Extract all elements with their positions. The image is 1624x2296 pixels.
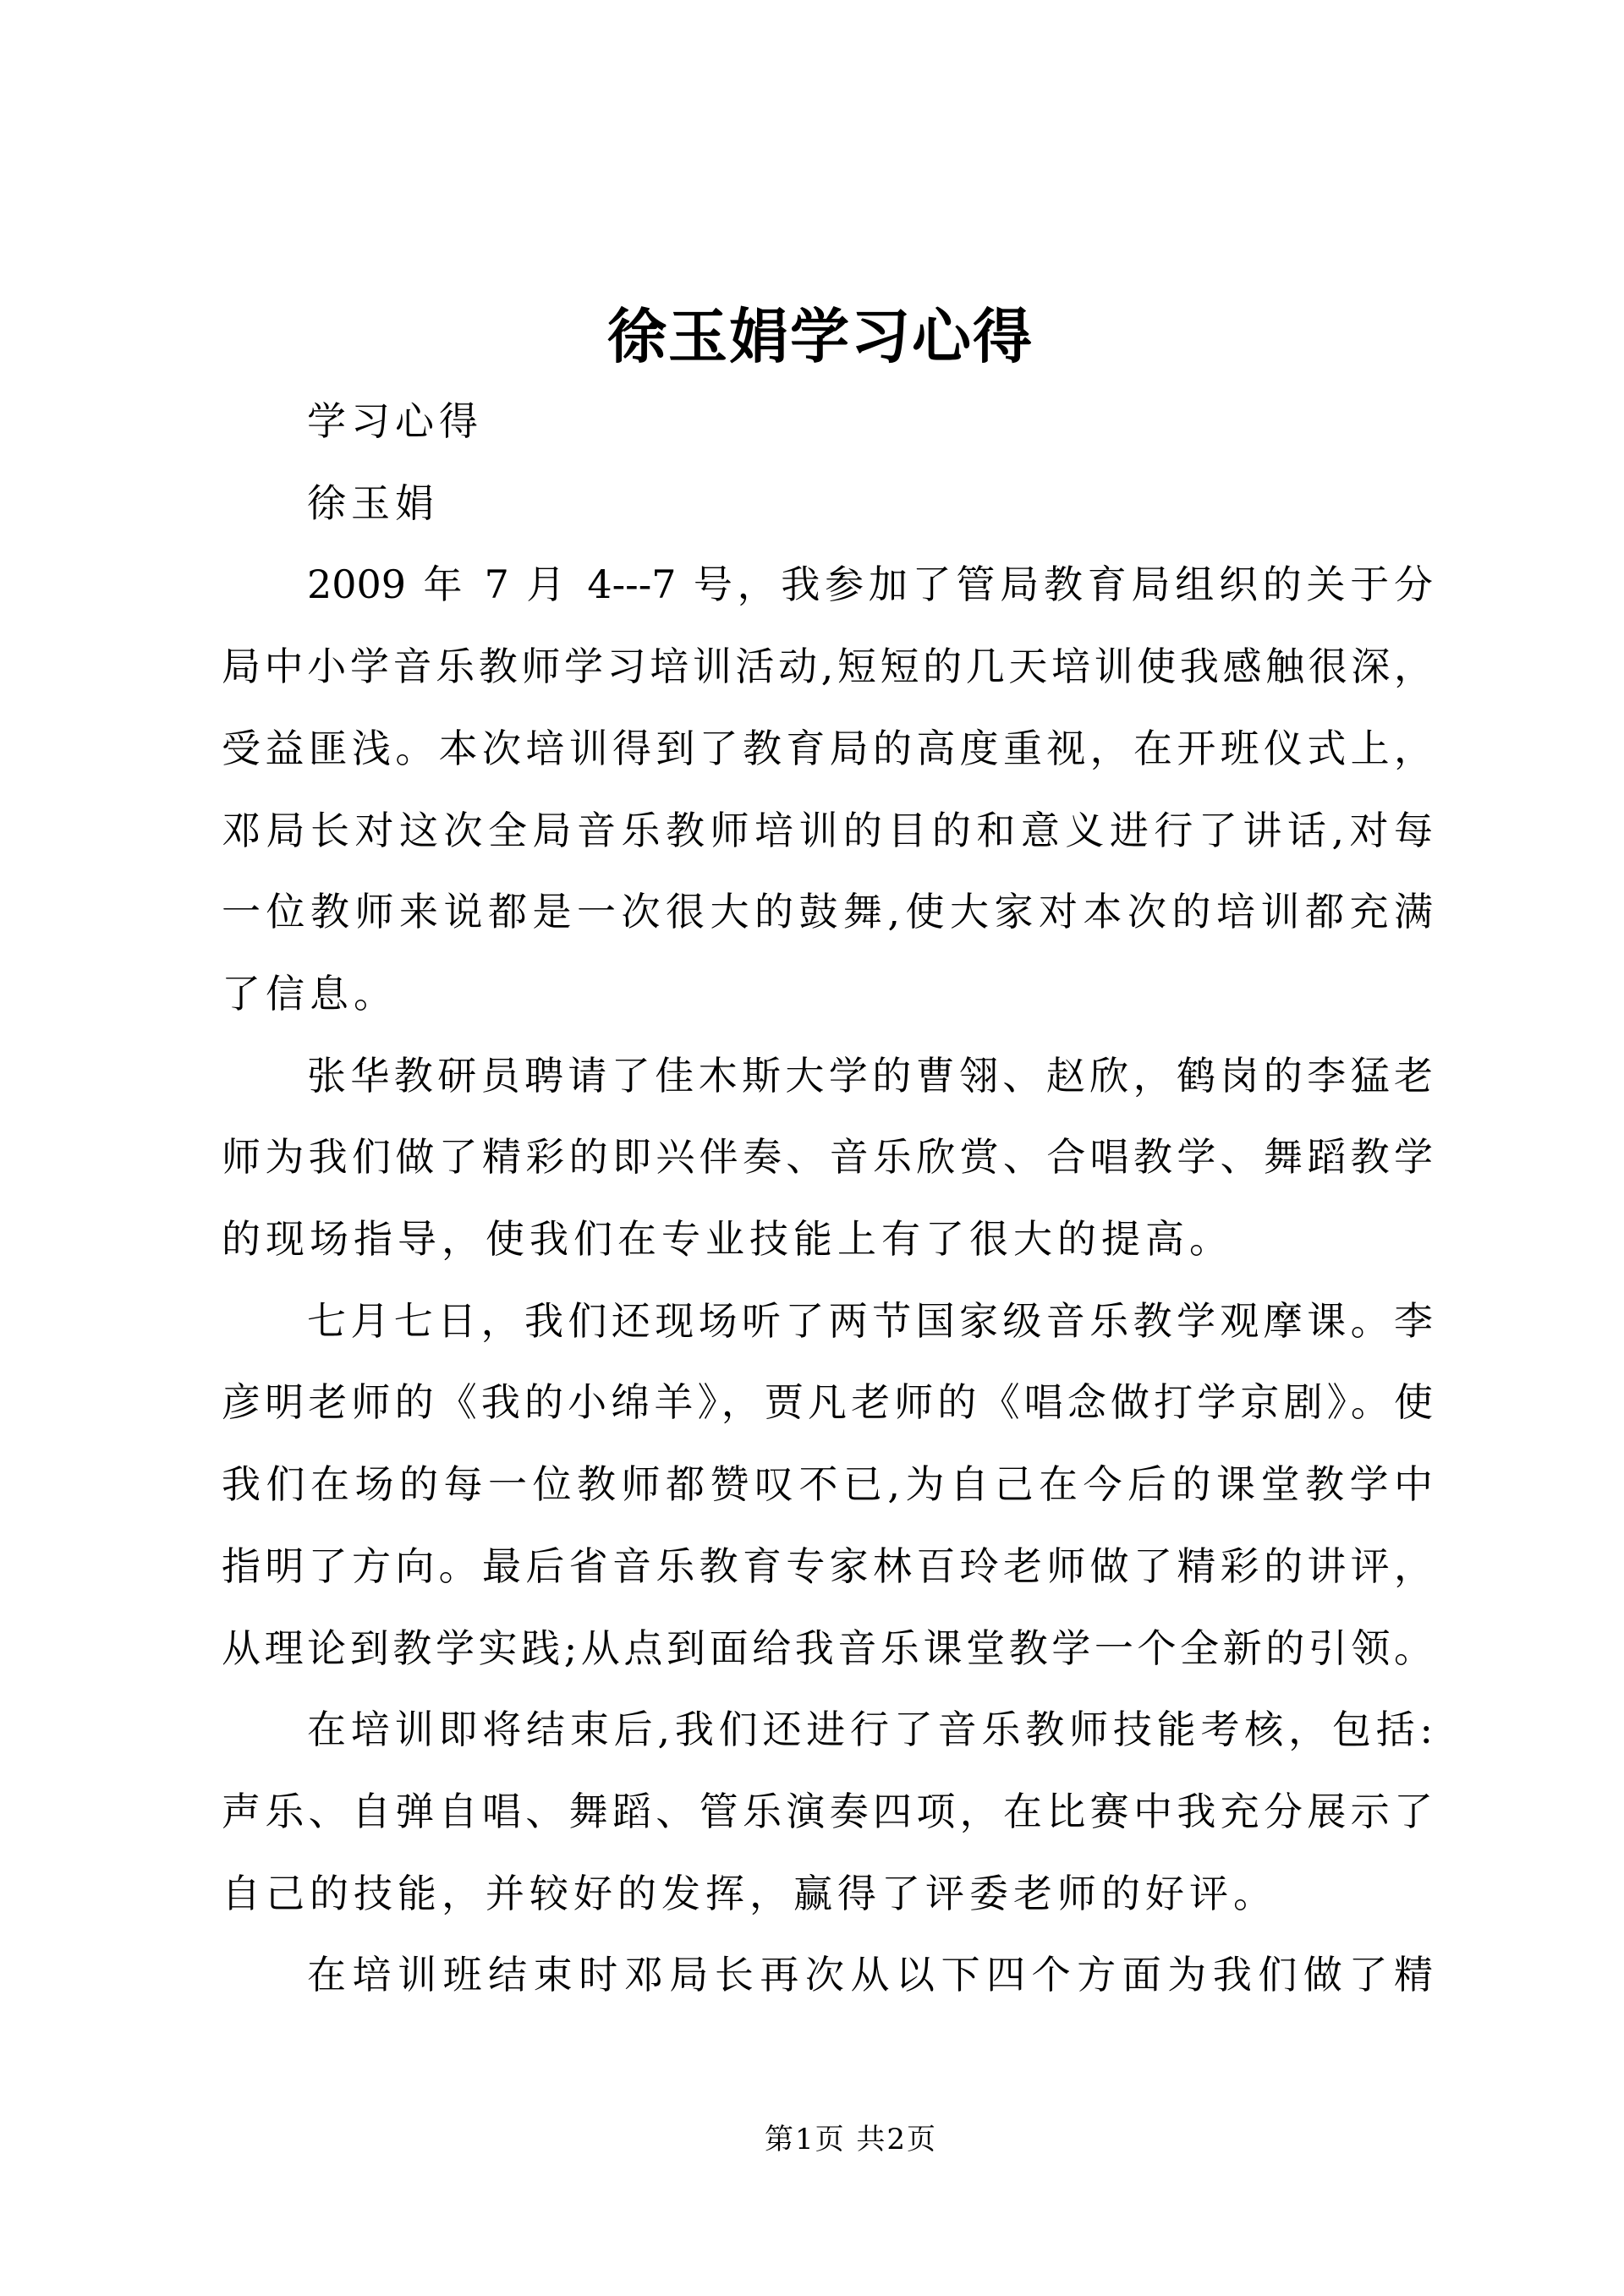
paragraph-4-line: 自己的技能，并较好的发挥，赢得了评委老师的好评。 bbox=[222, 1871, 1277, 1916]
subtitle-line: 学习心得 bbox=[307, 398, 483, 444]
paragraph-2-line: 张华教研员聘请了佳木斯大学的曹翎、赵欣，鹤岗的李猛老 bbox=[307, 1053, 1433, 1099]
paragraph-4-line: 在培训即将结束后,我们还进行了音乐教师技能考核，包括: bbox=[307, 1707, 1433, 1752]
paragraph-1-line: 受益匪浅。本次培训得到了教育局的高度重视，在开班仪式上， bbox=[222, 726, 1433, 771]
page-number-footer: 第1页 共2页 bbox=[764, 2123, 938, 2156]
paragraph-3-line: 七月七日，我们还现场听了两节国家级音乐教学观摩课。李 bbox=[307, 1298, 1433, 1344]
paragraph-5-line: 在培训班结束时邓局长再次从以下四个方面为我们做了精 bbox=[307, 1952, 1433, 1997]
paragraph-3-line: 指明了方向。最后省音乐教育专家林百玲老师做了精彩的讲评， bbox=[222, 1543, 1433, 1589]
paragraph-1-line: 局中小学音乐教师学习培训活动,短短的几天培训使我感触很深， bbox=[222, 644, 1433, 689]
paragraph-1-line: 了信息。 bbox=[222, 971, 398, 1016]
paragraph-3-line: 彦明老师的《我的小绵羊》，贾凡老师的《唱念做打学京剧》。使 bbox=[222, 1379, 1433, 1425]
document-title: 徐玉娟学习心得 bbox=[607, 301, 1034, 371]
paragraph-1-line: 邓局长对这次全局音乐教师培训的目的和意义进行了讲话,对每 bbox=[222, 808, 1433, 853]
paragraph-3-line: 从理论到教学实践;从点到面给我音乐课堂教学一个全新的引领。 bbox=[222, 1625, 1433, 1671]
author-line: 徐玉娟 bbox=[307, 480, 439, 526]
paragraph-1-line: 一位教师来说都是一次很大的鼓舞,使大家对本次的培训都充满 bbox=[222, 889, 1433, 934]
paragraph-3-line: 我们在场的每一位教师都赞叹不已,为自己在今后的课堂教学中 bbox=[222, 1461, 1433, 1507]
paragraph-2-line: 的现场指导，使我们在专业技能上有了很大的提高。 bbox=[222, 1216, 1233, 1262]
paragraph-1-line: 2009 年 7 月 4---7 号，我参加了管局教育局组织的关于分 bbox=[307, 562, 1433, 607]
paragraph-2-line: 师为我们做了精彩的即兴伴奏、音乐欣赏、合唱教学、舞蹈教学 bbox=[222, 1134, 1433, 1180]
paragraph-4-line: 声乐、自弹自唱、舞蹈、管乐演奏四项，在比赛中我充分展示了 bbox=[222, 1789, 1433, 1834]
